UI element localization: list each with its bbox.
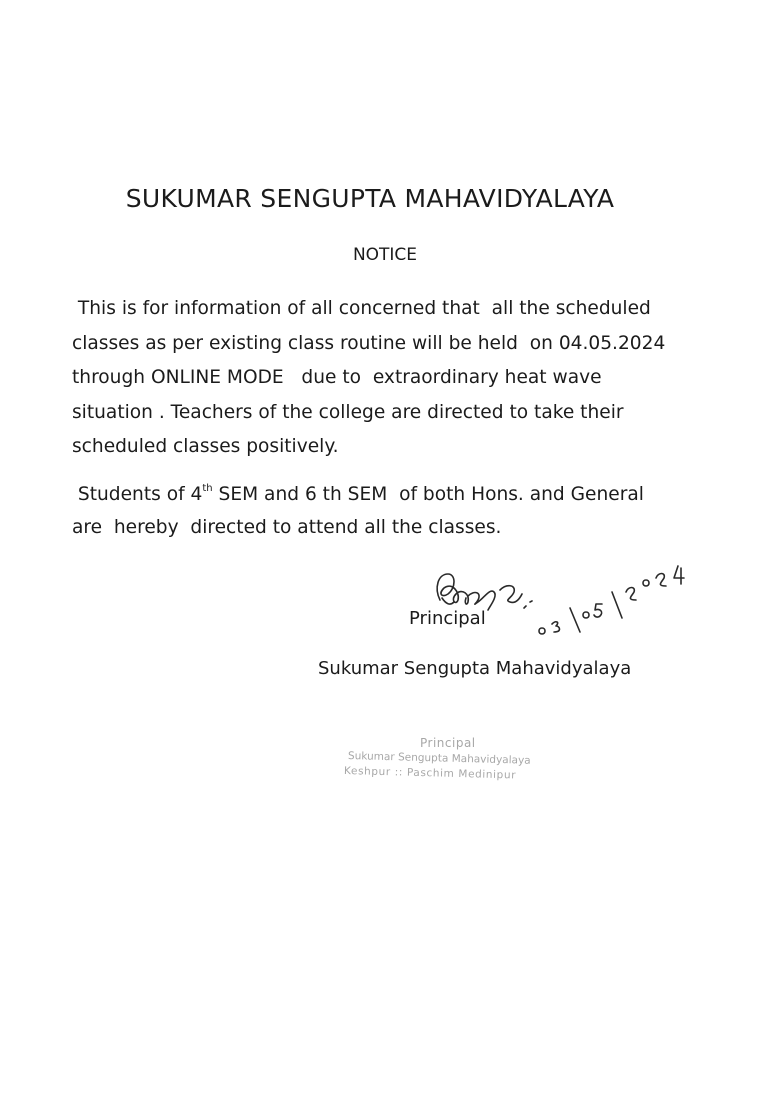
ordinal-suffix: th	[202, 483, 213, 494]
stamp-line-1: Principal	[420, 736, 476, 750]
stamp-line-3: Keshpur :: Paschim Medinipur	[343, 765, 517, 782]
handwritten-signature	[420, 548, 720, 658]
paragraph-1-line: scheduled classes positively.	[72, 436, 339, 458]
notice-paragraph-1	[72, 292, 712, 465]
paragraph-2-text-before: Students of 4	[72, 484, 203, 505]
principal-label: Principal	[409, 608, 486, 629]
stamp-line-2: Sukumar Sengupta Mahavidyalaya	[347, 750, 531, 767]
principal-stamp	[340, 736, 570, 796]
paragraph-2-line	[72, 478, 712, 511]
paragraph-1-line: through ONLINE MODE due to extraordinary heat wave	[72, 367, 602, 389]
paragraph-2-text-after: SEM and 6 th SEM of both Hons. and General	[212, 484, 644, 505]
paragraph-1-line: classes as per existing class routine will be held on 04.05.2024	[72, 332, 666, 354]
principal-college-name: Sukumar Sengupta Mahavidyalaya	[318, 658, 632, 679]
notice-paragraph-2	[72, 478, 712, 544]
paragraph-1-line: This is for information of all concerned that all the scheduled	[72, 298, 651, 319]
college-title: SUKUMAR SENGUPTA MAHAVIDYALAYA	[125, 184, 615, 213]
paragraph-1-line: situation . Teachers of the college are directed to take their	[72, 401, 624, 423]
notice-heading: NOTICE	[352, 245, 418, 265]
paragraph-2-line: are hereby directed to attend all the classes.	[72, 517, 502, 538]
